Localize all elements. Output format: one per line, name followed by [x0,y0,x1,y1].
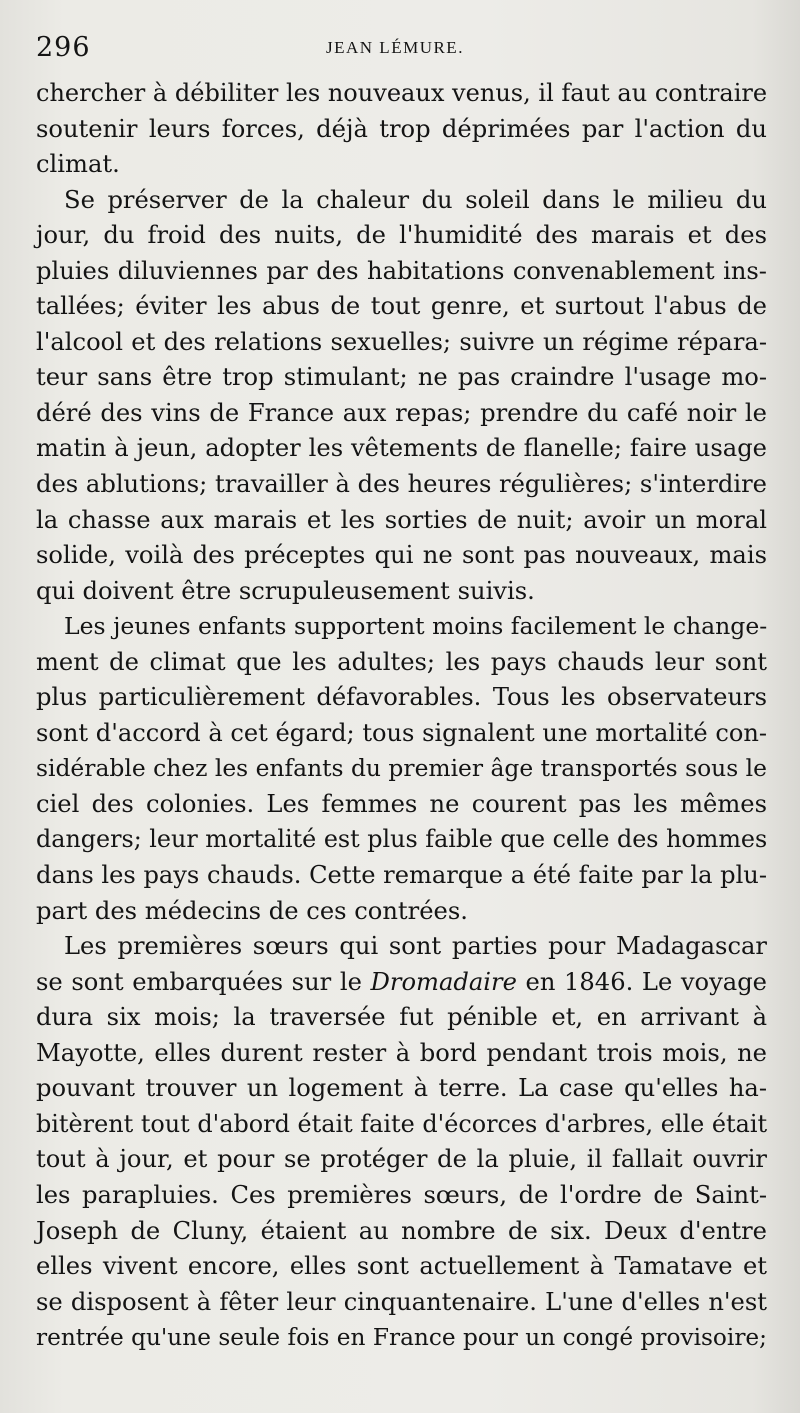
paragraph-start: Les jeunes enfants supportent moins facilement le change- [64,612,768,641]
page-header [36,30,766,70]
ship-name: Dromadaire [370,967,517,996]
text-segment: en 1846. Le voyage [516,967,767,996]
text-line: tout à jour, et pour se protéger de la pluie, il fallait ouvrir [36,1145,767,1174]
text-line: se disposent à fêter leur cinquantenaire. L'une d'elles n'est [36,1287,767,1316]
text-line: solide, voilà des préceptes qui ne sont pas nouveaux, mais [36,541,767,570]
text-line: pouvant trouver un logement à terre. La case qu'elles ha- [36,1074,767,1103]
text-line: l'alcool et des relations sexuelles; suivre un régime répara- [36,327,767,356]
text-line: dans les pays chauds. Cette remarque a été faite par la plu- [36,861,767,890]
text-line: sont d'accord à cet égard; tous signalent une mortalité con- [36,718,768,747]
running-head: JEAN LÉMURE. [326,38,464,57]
text-line: déré des vins de France aux repas; prendre du café noir le [36,398,767,427]
body-text [36,76,767,1356]
text-line: elles vivent encore, elles sont actuellement à Tamatave et [36,1252,767,1281]
paragraph-start: Les premières sœurs qui sont parties pour Madagascar [64,932,767,961]
text-line: matin à jeun, adopter les vêtements de flanelle; faire usage [36,434,767,463]
text-line: dangers; leur mortalité est plus faible que celle des hommes [36,825,768,854]
text-line: dura six mois; la traversée fut pénible et, en arrivant à [36,1003,767,1032]
text-line: sidérable chez les enfants du premier âge transportés sous le [36,754,767,783]
text-line: ciel des colonies. Les femmes ne courent pas les mêmes [36,789,767,818]
text-line: Mayotte, elles durent rester à bord pendant trois mois, ne [36,1038,767,1067]
text-line: la chasse aux marais et les sorties de nuit; avoir un moral [36,505,767,534]
paragraph-start: Se préserver de la chaleur du soleil dans le milieu du [64,185,767,214]
text-line: qui doivent être scrupuleusement suivis. [36,576,535,605]
text-line: bitèrent tout d'abord était faite d'écorces d'arbres, elle était [36,1109,768,1138]
page-number: 296 [36,32,91,63]
text-line: tallées; éviter les abus de tout genre, et surtout l'abus de [36,292,767,321]
text-line: soutenir leurs forces, déjà trop déprimées par l'action du [36,114,767,143]
text-line: les parapluies. Ces premières sœurs, de l'ordre de Saint- [36,1180,767,1209]
text-line: Joseph de Cluny, étaient au nombre de six. Deux d'entre [36,1216,767,1245]
text-line: plus particulièrement défavorables. Tous les observateurs [36,683,767,712]
text-line: jour, du froid des nuits, de l'humidité des marais et des [36,221,767,250]
text-line: ment de climat que les adultes; les pays chauds leur sont [36,647,767,676]
text-segment: se sont embarquées sur le [36,967,371,996]
text-line [36,965,767,1001]
text-line: chercher à débiliter les nouveaux venus, il faut au contraire [36,79,768,107]
text-line: pluies diluviennes par des habitations convenablement ins- [36,256,767,285]
text-line: rentrée qu'une seule fois en France pour un congé provisoire; [36,1324,767,1352]
text-line: climat. [36,150,120,179]
text-line: part des médecins de ces contrées. [36,896,468,925]
text-line: des ablutions; travailler à des heures régulières; s'interdire [36,470,767,499]
text-line: teur sans être trop stimulant; ne pas craindre l'usage mo- [36,363,767,392]
